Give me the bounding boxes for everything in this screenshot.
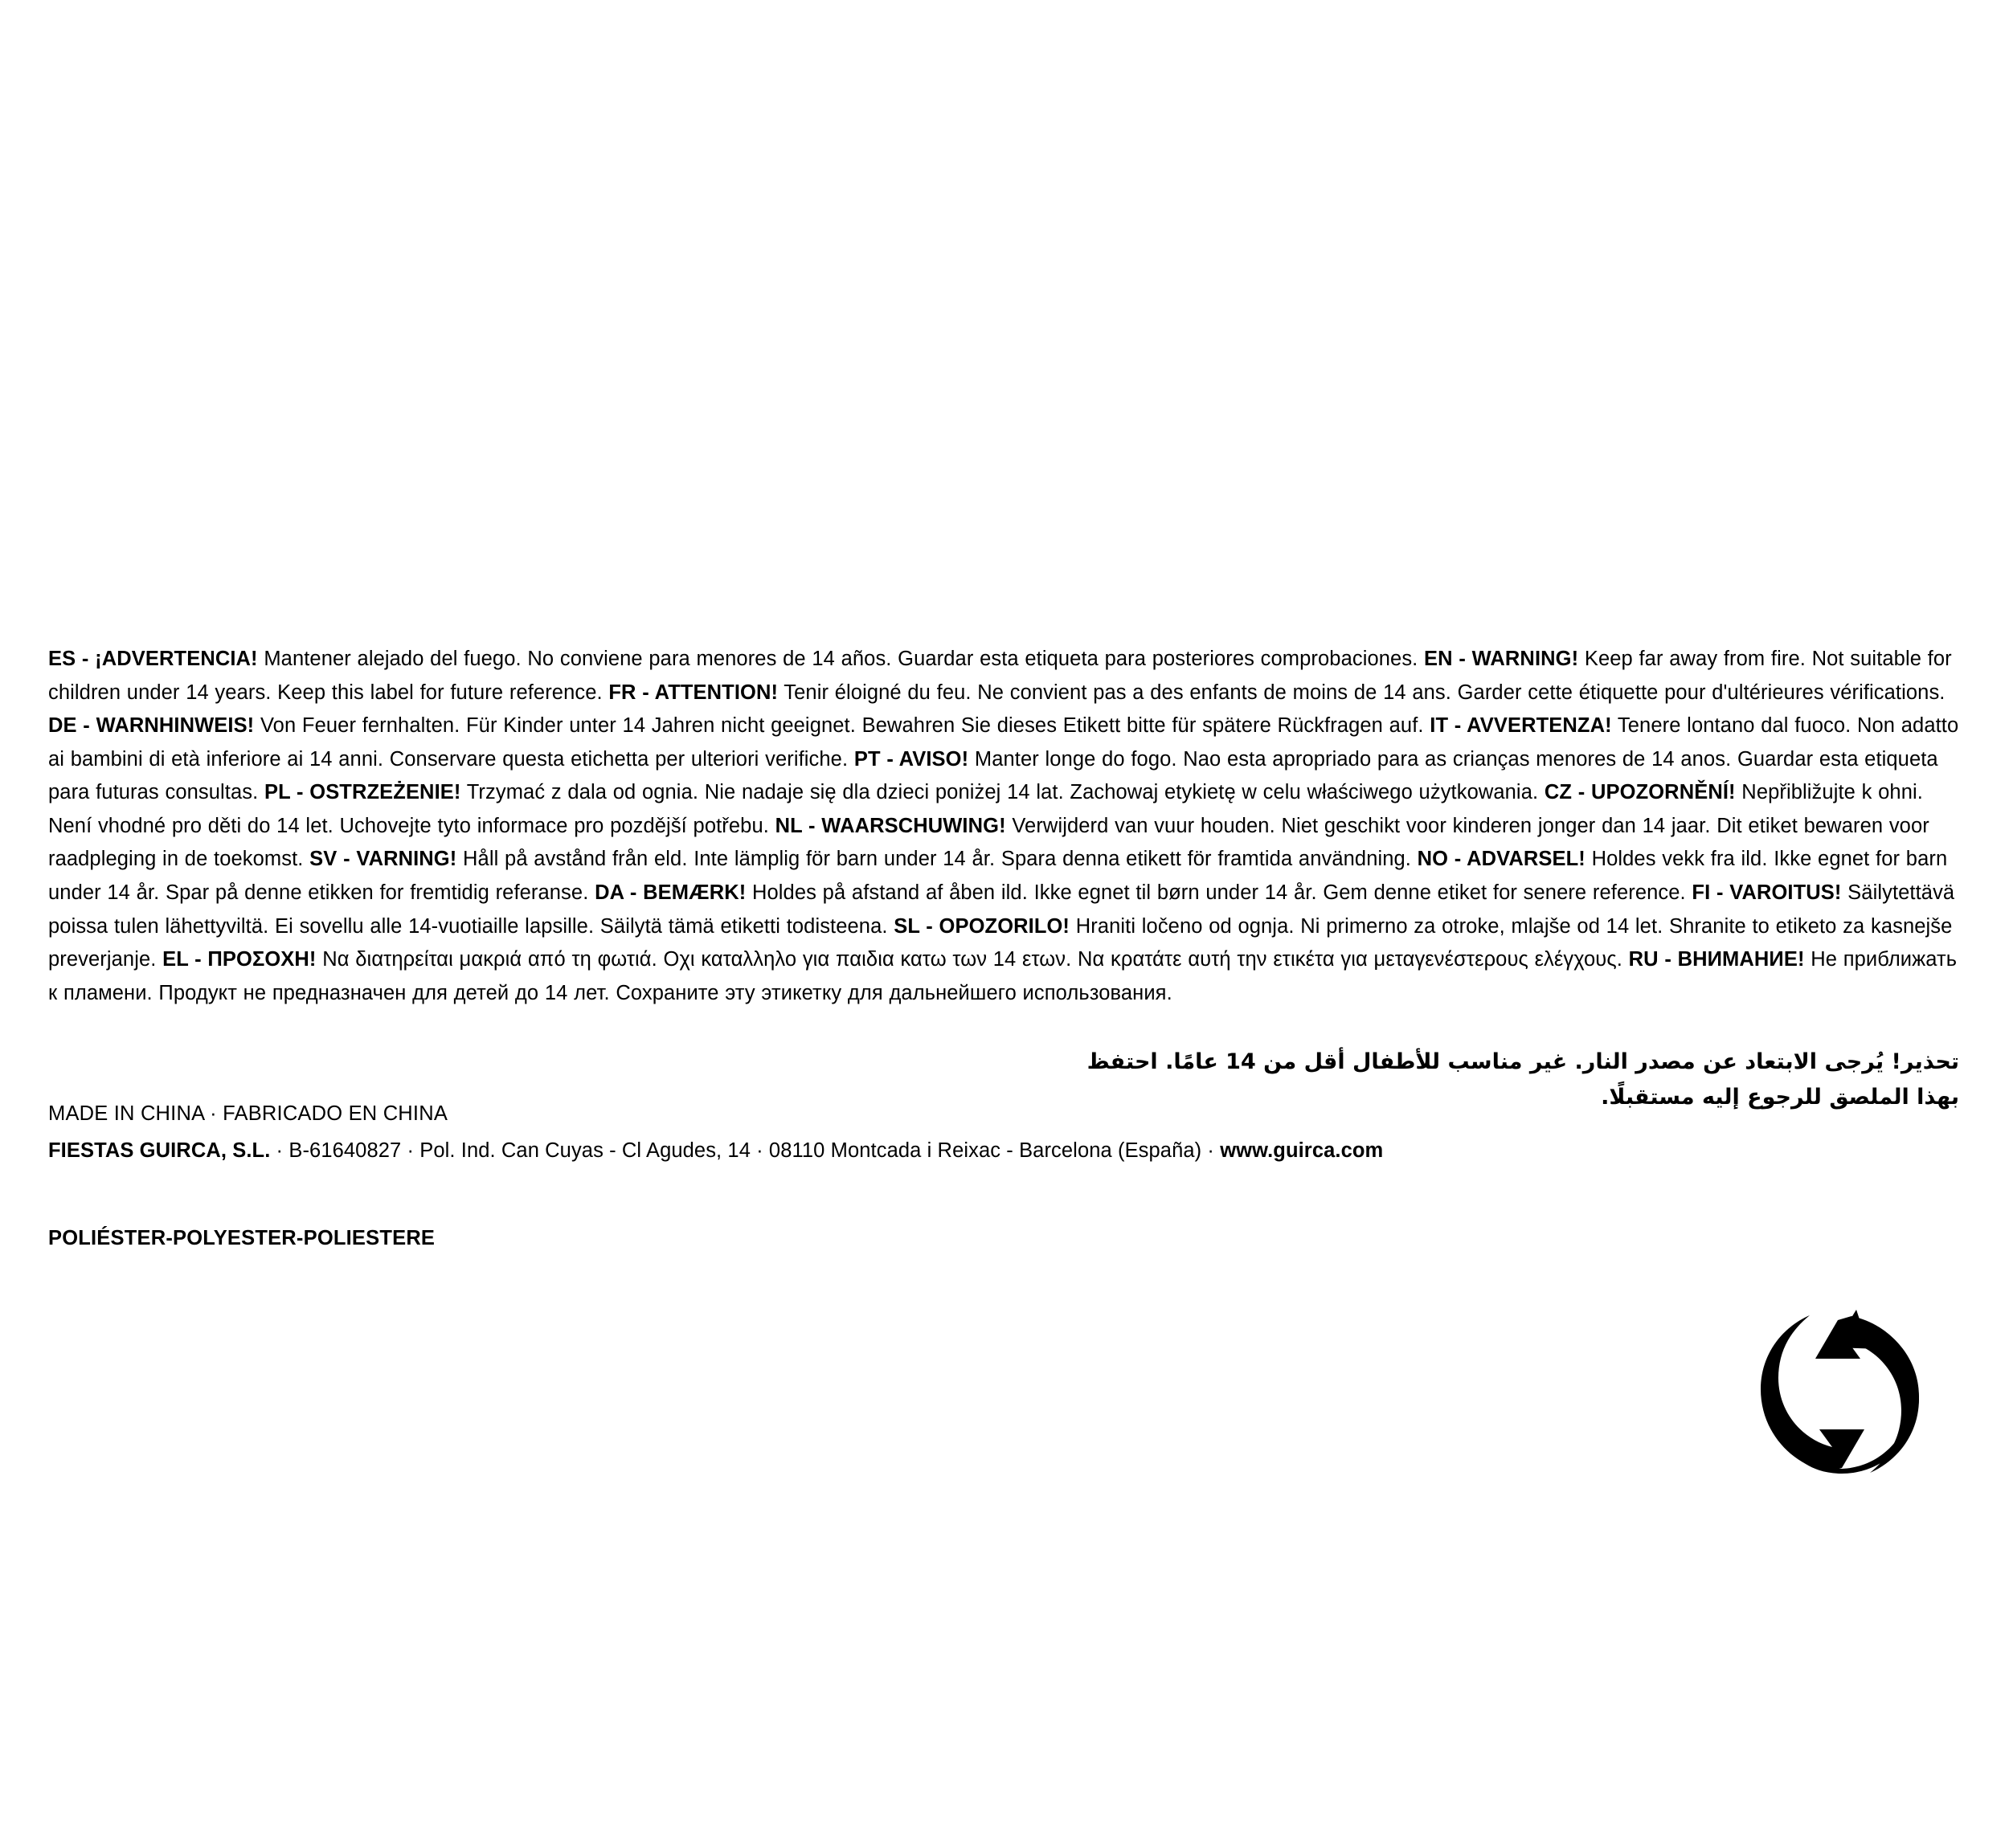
- warning-language-tag: NL - WAARSCHUWING!: [775, 814, 1006, 837]
- warning-language-tag: PL - OSTRZEŻENIE!: [264, 781, 461, 804]
- warning-language-text: Manter longe do fogo. Nao esta apropriado para as crianças menores de 14 anos. Guardar esta etiqueta para futuras consultas.: [48, 747, 1938, 804]
- warning-language-tag: DE - WARNHINWEIS!: [48, 714, 255, 738]
- warning-language-text: Holdes på afstand af åben ild. Ikke egnet til børn under 14 år. Gem denne etiket for senere reference.: [746, 881, 1692, 904]
- company-website: www.guirca.com: [1220, 1139, 1384, 1162]
- warning-language-tag: EL - ΠΡΟΣΟΧΗ!: [162, 948, 317, 971]
- warning-language-tag: DA - BEMÆRK!: [595, 881, 747, 904]
- warning-language-tag: ES - ¡ADVERTENCIA!: [48, 648, 258, 670]
- material-composition-line: POLIÉSTER-POLYESTER-POLIESTERE: [48, 1227, 436, 1249]
- multilingual-warning-text: [48, 643, 1969, 1010]
- made-in-line: MADE IN CHINA · FABRICADO EN CHINA: [48, 1102, 448, 1125]
- warning-language-text: Håll på avstånd från eld. Inte lämplig för barn under 14 år. Spara denna etikett för framtida användning.: [456, 848, 1418, 871]
- company-name: FIESTAS GUIRCA, S.L.: [48, 1139, 271, 1162]
- warning-language-text: Keep far away from fire. Not suitable for children under 14 years. Keep this label for future reference.: [48, 648, 1952, 704]
- warning-language-text: Tenere lontano dal fuoco. Non adatto ai bambini di età inferiore ai 14 anni. Conservare questa etichetta per ulteriori verifiche.: [48, 714, 1959, 771]
- company-details: · B-61640827 · Pol. Ind. Can Cuyas - Cl Agudes, 14 · 08110 Montcada i Reixac - Barcelona (España) ·: [270, 1139, 1221, 1162]
- warning-language-tag: SL - OPOZORILO!: [894, 914, 1070, 938]
- warning-language-text: Mantener alejado del fuego. No conviene para menores de 14 años. Guardar esta etiqueta para posteriores comprobaciones.: [257, 648, 1425, 670]
- warning-language-text: Verwijderd van vuur houden. Niet geschikt voor kinderen jonger dan 14 jaar. Dit etiket bewaren voor raadpleging in de toekomst.: [48, 814, 1929, 871]
- warning-language-tag: FI - VAROITUS!: [1692, 881, 1842, 904]
- warning-language-tag: SV - VARNING!: [309, 848, 457, 871]
- warning-language-text: Не приближать к пламени. Продукт не предназначен для детей до 14 лет. Сохраните эту этикетку для дальнейшего использования.: [48, 948, 1958, 1004]
- green-dot-recycling-icon: [1757, 1310, 1925, 1478]
- warning-language-text: Να διατηρείται μακριά από τη φωτιά. Οχι καταλληλο για παιδια κατω των 14 ετων. Να κρατάτε αυτή την ετικέτα για μεταγενέστερους ελέγχους.: [316, 948, 1629, 971]
- warning-language-text: Trzymać z dala od ognia. Nie nadaje się dla dzieci poniżej 14 lat. Zachowaj etykietę w celu właściwego użytkowania.: [460, 781, 1545, 804]
- warning-language-tag: CZ - UPOZORNĚNÍ!: [1544, 781, 1736, 804]
- warning-language-text: Von Feuer fernhalten. Für Kinder unter 14 Jahren nicht geeignet. Bewahren Sie dieses Etikett bitte für spätere Rückfragen auf.: [254, 714, 1430, 738]
- warning-language-tag: NO - ADVARSEL!: [1417, 848, 1586, 871]
- warning-language-tag: RU - ВНИМАНИЕ!: [1628, 948, 1805, 971]
- warning-language-text: Hraniti ločeno od ognja. Ni primerno za otroke, mlajše od 14 let. Shranite to etiketo za kasnejše preverjanje.: [48, 914, 1953, 971]
- warning-language-tag: FR - ATTENTION!: [608, 681, 779, 704]
- warning-language-text: Holdes vekk fra ild. Ikke egnet for barn under 14 år. Spar på denne etikken for fremtidig referanse.: [48, 848, 1948, 904]
- company-info-line: [48, 1139, 1383, 1163]
- warning-language-text: Tenir éloigné du feu. Ne convient pas a des enfants de moins de 14 ans. Garder cette étiquette pour d'ultérieures vérifications.: [778, 681, 1946, 704]
- warning-language-text: Nepřibližujte k ohni. Není vhodné pro děti do 14 let. Uchovejte tyto informace pro pozdější potřebu.: [48, 781, 1923, 837]
- warning-language-tag: IT - AVVERTENZA!: [1430, 714, 1612, 738]
- warning-language-tag: PT - AVISO!: [853, 747, 969, 771]
- warning-language-text: Säilytettävä poissa tulen lähettyviltä. Ei sovellu alle 14-vuotiaille lapsille. Säilytä tämä etiketti todisteena.: [48, 881, 1955, 938]
- warning-language-tag: EN - WARNING!: [1424, 648, 1579, 670]
- arabic-warning-text: تحذير! يُرجى الابتعاد عن مصدر النار. غير مناسب للأطفال أقل من 14 عامًا. احتفظ بهذا الملصق للرجوع إليه مستقبلًا.: [1086, 1049, 1959, 1110]
